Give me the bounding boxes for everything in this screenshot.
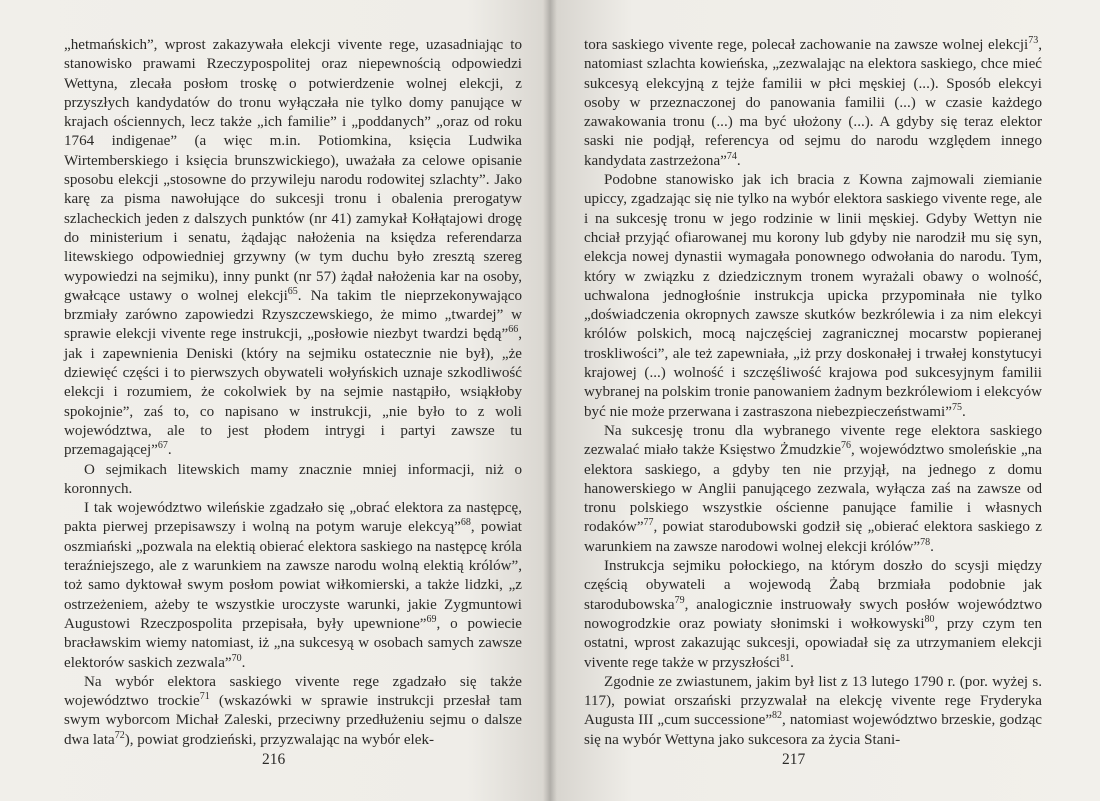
footnote-ref: 76 [841, 440, 852, 452]
paragraph: Na sukcesję tronu dla wybranego vivente rege elektora saskiego zezwalać miało także Księstwo Żmudzkie$^{76}$, województwo smoleńskie „na elektora saskiego, a gdyby ten nie przyjął, na jednego z domu hanowerskiego w Anglii panującego zezwala, wyłącza zaś na zawsze od tronu polskiego wszystkie ościenne panujące familie i własnych rodaków”$^{77}$, powiat starodubowski godził się „obierać elektora saskiego z warunkiem na zawsze narodowi wolnej elekcji królów”$^{78}$. [584, 422, 1042, 555]
footnote-ref: 70 [231, 652, 242, 664]
right-page-text [584, 36, 1042, 750]
footnote-ref: 68 [460, 517, 471, 529]
footnote-ref: 78 [920, 536, 931, 548]
paragraph: „hetmańskich”, wprost zakazywała elekcji vivente rege, uzasadniając to stanowisko prawami Rzeczypospolitej oraz niepewnością odpowiedzi Wettyna, zlecała posłom troskę o potwierdzenie wolnej elekcji, z przyszłych kandydatów do tronu wyłączała nie tylko domy panujące w krajach ościennych, lecz także „ich familie” i „poddanych” „oraz od roku 1764 indigenae” (a więc m.in. Potiomkina, księcia Ludwika Wirtemberskiego i księcia brunszwickiego), uważała za celowe opisanie sposobu elekcji „stosowne do przywileju narodu rodowitej szlachty”. Jako karę za pisma nawołujące do sukcesji tronu i obalenia prerogatyw szlacheckich jeden z dalszych punktów (nr 41) zamykał Kołłątajowi drogę do ministerium i senatu, żądając nałożenia na księdza referendarza litewskiego odpowiedniej grzywny (w tym duchu było zresztą szereg wypowiedzi na sejmiku), inny punkt (nr 57) żądał nałożenia kar na osoby, gwałcące ustawy o wolnej elekcji$^{65}$. Na takim tle nieprzekonywająco brzmiały zarówno zapowiedzi Rzyszczewskiego, że mimo „twardej” w sprawie elekcji vivente rege instrukcji, „posłowie niezbyt twardzi będą”$^{66}$, jak i zapewnienia Deniski (który na sejmiku ostatecznie nie był), „że dziewięć części i to pierwszych obywateli wołyńskich uznaje szkodliwość elekcji i rozumiem, że cokolwiek by na sejmie nastąpiło, wsiąkłoby spokojnie”, zaś to, co napisano w instrukcji, „nie było to z woli województwa, ale to jest płodem intrygi i partyi zawsze tu przemagającej”$^{67}$. [64, 37, 522, 459]
footnote-ref: 79 [674, 594, 685, 606]
footnote-ref: 80 [924, 613, 935, 625]
footnote-ref: 73 [1028, 34, 1039, 46]
footnote-ref: 71 [199, 691, 210, 703]
paragraph: Na wybór elektora saskiego vivente rege zgadzało się także województwo trockie$^{71}$ (wskazówki w sprawie instrukcji przesłał tam swym wyborcom Michał Zaleski, przeciwny przedłużeniu sejmu o dalsze dwa lata$^{72}$), powiat grodzieński, przyzwalając na wybór elek- [64, 673, 522, 748]
footnote-ref: 67 [157, 440, 168, 452]
footnote-ref: 74 [726, 150, 737, 162]
footnote-ref: 82 [772, 710, 783, 722]
footnote-ref: 81 [780, 652, 791, 664]
paragraph: I tak województwo wileńskie zgadzało się „obrać elektora za następcę, pakta pierwej przepisawszy i wolną na potym waruje elekcyą”$^{68}$, powiat oszmiański „pozwala na elektią obierać elektora saskiego na następcę króla teraźniejszego, ale z warunkiem na zawsze narodu wolną elektią królów”, toż samo dyktował swym posłom powiat wiłkomierski, a także lidzki, „z ostrzeżeniem, ażeby te wszystkie uroczyste warunki, jakie Zygmuntowi Augustowi Rzeczpospolita przepisała, były upewnione”$^{69}$, o powiecie bracławskim wiemy natomiast, iż „na sukcesyą w osobach samych zawsze elektorów saskich zezwala”$^{70}$. [64, 500, 522, 671]
footnote-ref: 65 [287, 285, 298, 297]
paragraph: O sejmikach litewskich mamy znacznie mniej informacji, niż o koronnych. [64, 461, 522, 497]
paragraph: Zgodnie ze zwiastunem, jakim był list z 13 lutego 1790 r. (por. wyżej s. 117), powiat orszański przyzwalał na elekcję vivente rege Fryderyka Augusta III „cum successione”$^{82}$, natomiast województwo brzeskie, godząc się na wybór Wettyna jako sukcesora za życia Stani- [584, 673, 1042, 748]
paragraph: tora saskiego vivente rege, polecał zachowanie na zawsze wolnej elekcji$^{73}$, natomiast szlachta kowieńska, „zezwalając na elektora saskiego, chce mieć sukcesyą elekcyjną z tejże familii w płci męskiej (...). Sposób elekcyi osoby w przeznaczonej do panowania familii (...) w czasie każdego zawakowania tronu (...) ma być ułożony (...). A gdyby się teraz elektor saski nie podjął, referencya od sejmu do narodu względem innego kandydata zastrzeżona”$^{74}$. [584, 34, 1042, 169]
page-number: 216 [262, 751, 286, 768]
footnote-ref: 72 [114, 729, 125, 741]
footnote-ref: 75 [951, 401, 962, 413]
paragraph: Podobne stanowisko jak ich bracia z Kowna zajmowali ziemianie upiccy, zgadzając się nie tylko na wybór elektora saskiego vivente rege, ale i na sukcesję tronu w jego rodzinie w linii męskiej. Gdyby Wettyn nie chciał przyjąć ofiarowanej mu korony lub gdyby nie narodził mu się syn, elekcja nowej dynastii wymagała ponownego odwołania do narodu. Tym, który w związku z dziedzicznym tronem wyrażali obawy o wolność, uchwalona jednogłośnie instrukcja upicka przypominała nie tylko „doświadczenia okropnych zawsze skutków bezkrólewia i za nim elekcyi królów polskich, mocą najczęściej zagranicznej mocarstw popieranej troskliwości”, ale też zapewniała, „iż przy doskonałej i trwałej konstytucyi krajowej (...) wolność i szczęśliwość krajowa pod sukcesyjnym familii wybranej na polskim tronie panowaniem żadnym bezkrólewiom i elekcyów być nie może przerwana i zastraszona niebezpieczeństwami”$^{75}$. [584, 172, 1042, 420]
paragraph: Instrukcja sejmiku połockiego, na którym doszło do scysji między częścią obywateli a wojewodą Żabą brzmiała podobnie jak starodubowska$^{79}$, analogicznie instruowały swych posłów województwo nowogrodzkie oraz powiaty słonimski i wołkowyski$^{80}$, przy czym ten ostatni, wprost zakazując sukcesji, opowiadał się za utrzymaniem elekcji vivente rege także w przyszłości$^{81}$. [584, 558, 1042, 671]
left-page-text [64, 36, 522, 750]
right-page [550, 0, 1100, 801]
footnote-ref: 77 [643, 517, 654, 529]
page-number: 217 [782, 751, 806, 768]
book-gutter [543, 0, 557, 801]
footnote-ref: 66 [508, 324, 519, 336]
footnote-ref: 69 [426, 613, 437, 625]
